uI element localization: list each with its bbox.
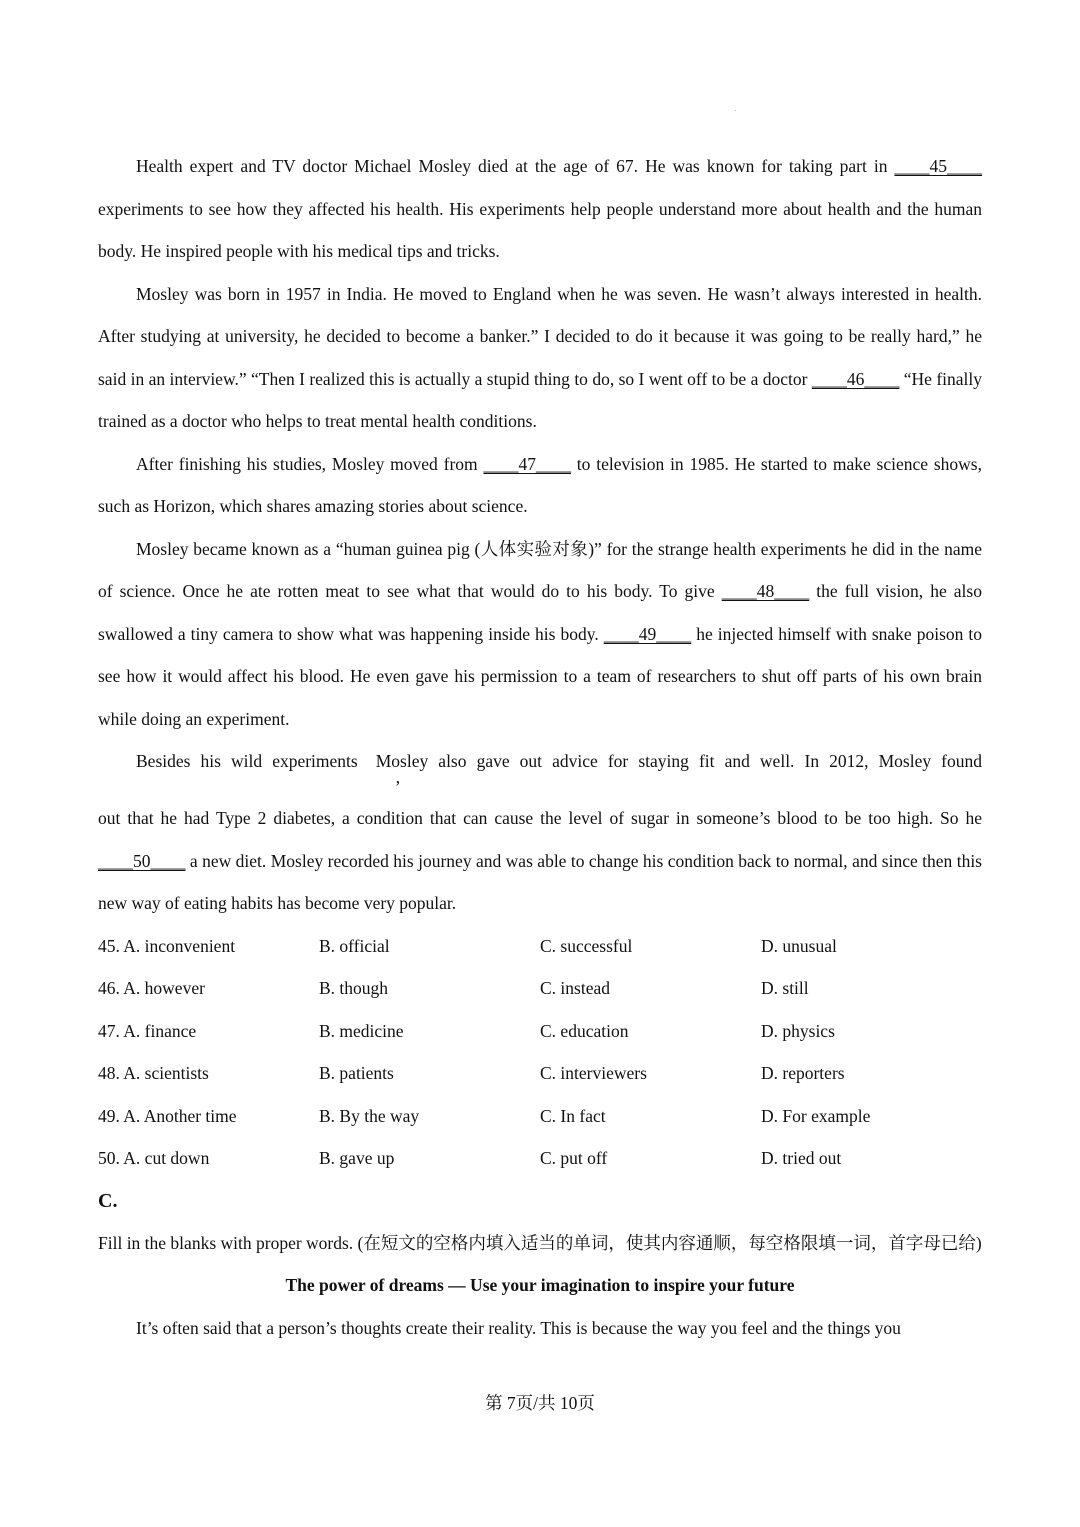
option-b: B. medicine — [319, 1020, 404, 1041]
blank-46: ____46____ — [811, 368, 900, 389]
paragraph-text: he injected himself with snake poison to see how it would affect his blood. He even gave his permission to a team of researchers to shut off parts of his own brain while doing an experiment. — [98, 623, 983, 729]
option-b: B. patients — [319, 1063, 394, 1083]
paragraph-text: the full vision, he also swallowed a tiny camera to show what was happening inside his body. — [98, 581, 982, 644]
paragraph-text: After finishing his studies, Mosley moved from — [136, 453, 484, 474]
option-a: 49. A. Another time — [98, 1105, 237, 1126]
passage-first-line: It’s often said that a person’s thoughts create their reality. This is because the way you feel and the things you — [136, 1317, 901, 1338]
blank-50: ____50____ — [98, 850, 186, 871]
blank-47: ____47____ — [483, 453, 571, 474]
option-c: C. interviewers — [540, 1063, 647, 1083]
option-c: C. successful — [540, 935, 633, 956]
stray-comma: , — [395, 767, 401, 787]
option-c: C. instead — [540, 978, 610, 998]
paragraph-text: out that he had Type 2 diabetes, a condition that can cause the level of sugar in someone’s blood to be too high. So he — [98, 808, 982, 828]
option-a: 48. A. scientists — [98, 1063, 209, 1083]
option-a: 45. A. inconvenient — [98, 935, 236, 956]
paragraph-text: Mosley also gave out advice for staying fit and well. In 2012, Mosley found — [375, 751, 982, 771]
option-d: D. physics — [761, 1020, 835, 1041]
option-d: D. tried out — [761, 1148, 842, 1168]
paragraph-5-line-1 — [98, 740, 982, 797]
blank-45: ____45____ — [894, 156, 982, 176]
option-row — [98, 925, 982, 968]
option-d: D. still — [761, 978, 809, 998]
blank-49: ____49____ — [603, 623, 692, 644]
paragraph-text: Health expert and TV doctor Michael Mosley died at the age of 67. He was known for taking part in — [136, 156, 895, 176]
paragraph-3 — [98, 443, 982, 528]
paragraph-1 — [98, 145, 982, 273]
passage-title: The power of dreams — Use your imagination to inspire your future — [285, 1275, 795, 1295]
option-b: B. By the way — [319, 1105, 420, 1126]
option-c: C. In fact — [540, 1105, 606, 1126]
option-row — [98, 1095, 982, 1138]
option-b: B. official — [319, 935, 390, 956]
paragraph-text: experiments to see how they affected his health. His experiments help people understand more about health and the human body. He inspired people with his medical tips and tricks. — [98, 198, 982, 261]
option-d: D. For example — [761, 1105, 871, 1126]
paragraph-text: Besides his wild experiments — [136, 751, 358, 771]
paragraph-text: Mosley became known as a “human guinea pig (人体实验对象)” for the strange health experiments he did in the name of science. Once he ate rotten meat to see what that would do to his body. To give — [98, 538, 982, 601]
blank-48: ____48____ — [721, 581, 810, 601]
section-c-label: C. — [98, 1189, 118, 1212]
option-row — [98, 1052, 982, 1095]
paragraph-text: “He finally trained as a doctor who helps to treat mental health conditions. — [98, 368, 983, 431]
option-d: D. unusual — [761, 935, 837, 956]
page-number: 第 7页/共 10页 — [485, 1393, 595, 1413]
option-row — [98, 1137, 982, 1180]
option-c: C. education — [540, 1020, 629, 1041]
option-c: C. put off — [540, 1148, 608, 1168]
paragraph-text: a new diet. Mosley recorded his journey and was able to change his condition back to normal, and since then this new way of eating habits has become very popular. — [98, 850, 982, 913]
option-d: D. reporters — [761, 1063, 845, 1083]
scan-dot — [735, 110, 736, 111]
paragraph-2 — [98, 273, 982, 443]
option-b: B. though — [319, 978, 389, 998]
paragraph-text: Mosley was born in 1957 in India. He moved to England when he was seven. He wasn’t always interested in health. After studying at university, he decided to become a banker.” I decided to do it because it was going to be really hard,” he said in an interview.” “Then I realized this is actually a stupid thing to do, so I went off to be a doctor — [98, 283, 982, 389]
exam-page — [98, 145, 982, 1349]
option-row — [98, 967, 982, 1010]
option-a: 47. A. finance — [98, 1020, 197, 1041]
section-c-instruction: Fill in the blanks with proper words. (在短文的空格内填入适当的单词，使其内容通顺，每空格限填一词，首字母已给) — [98, 1232, 982, 1253]
paragraph-4 — [98, 528, 982, 741]
options-list — [98, 925, 982, 1180]
option-b: B. gave up — [319, 1148, 395, 1168]
option-row — [98, 1010, 982, 1053]
option-a: 46. A. however — [98, 978, 205, 998]
option-a: 50. A. cut down — [98, 1148, 210, 1168]
paragraph-text: to television in 1985. He started to make science shows, such as Horizon, which shares amazing stories about science. — [98, 453, 982, 516]
paragraph-5-rest — [98, 797, 982, 925]
